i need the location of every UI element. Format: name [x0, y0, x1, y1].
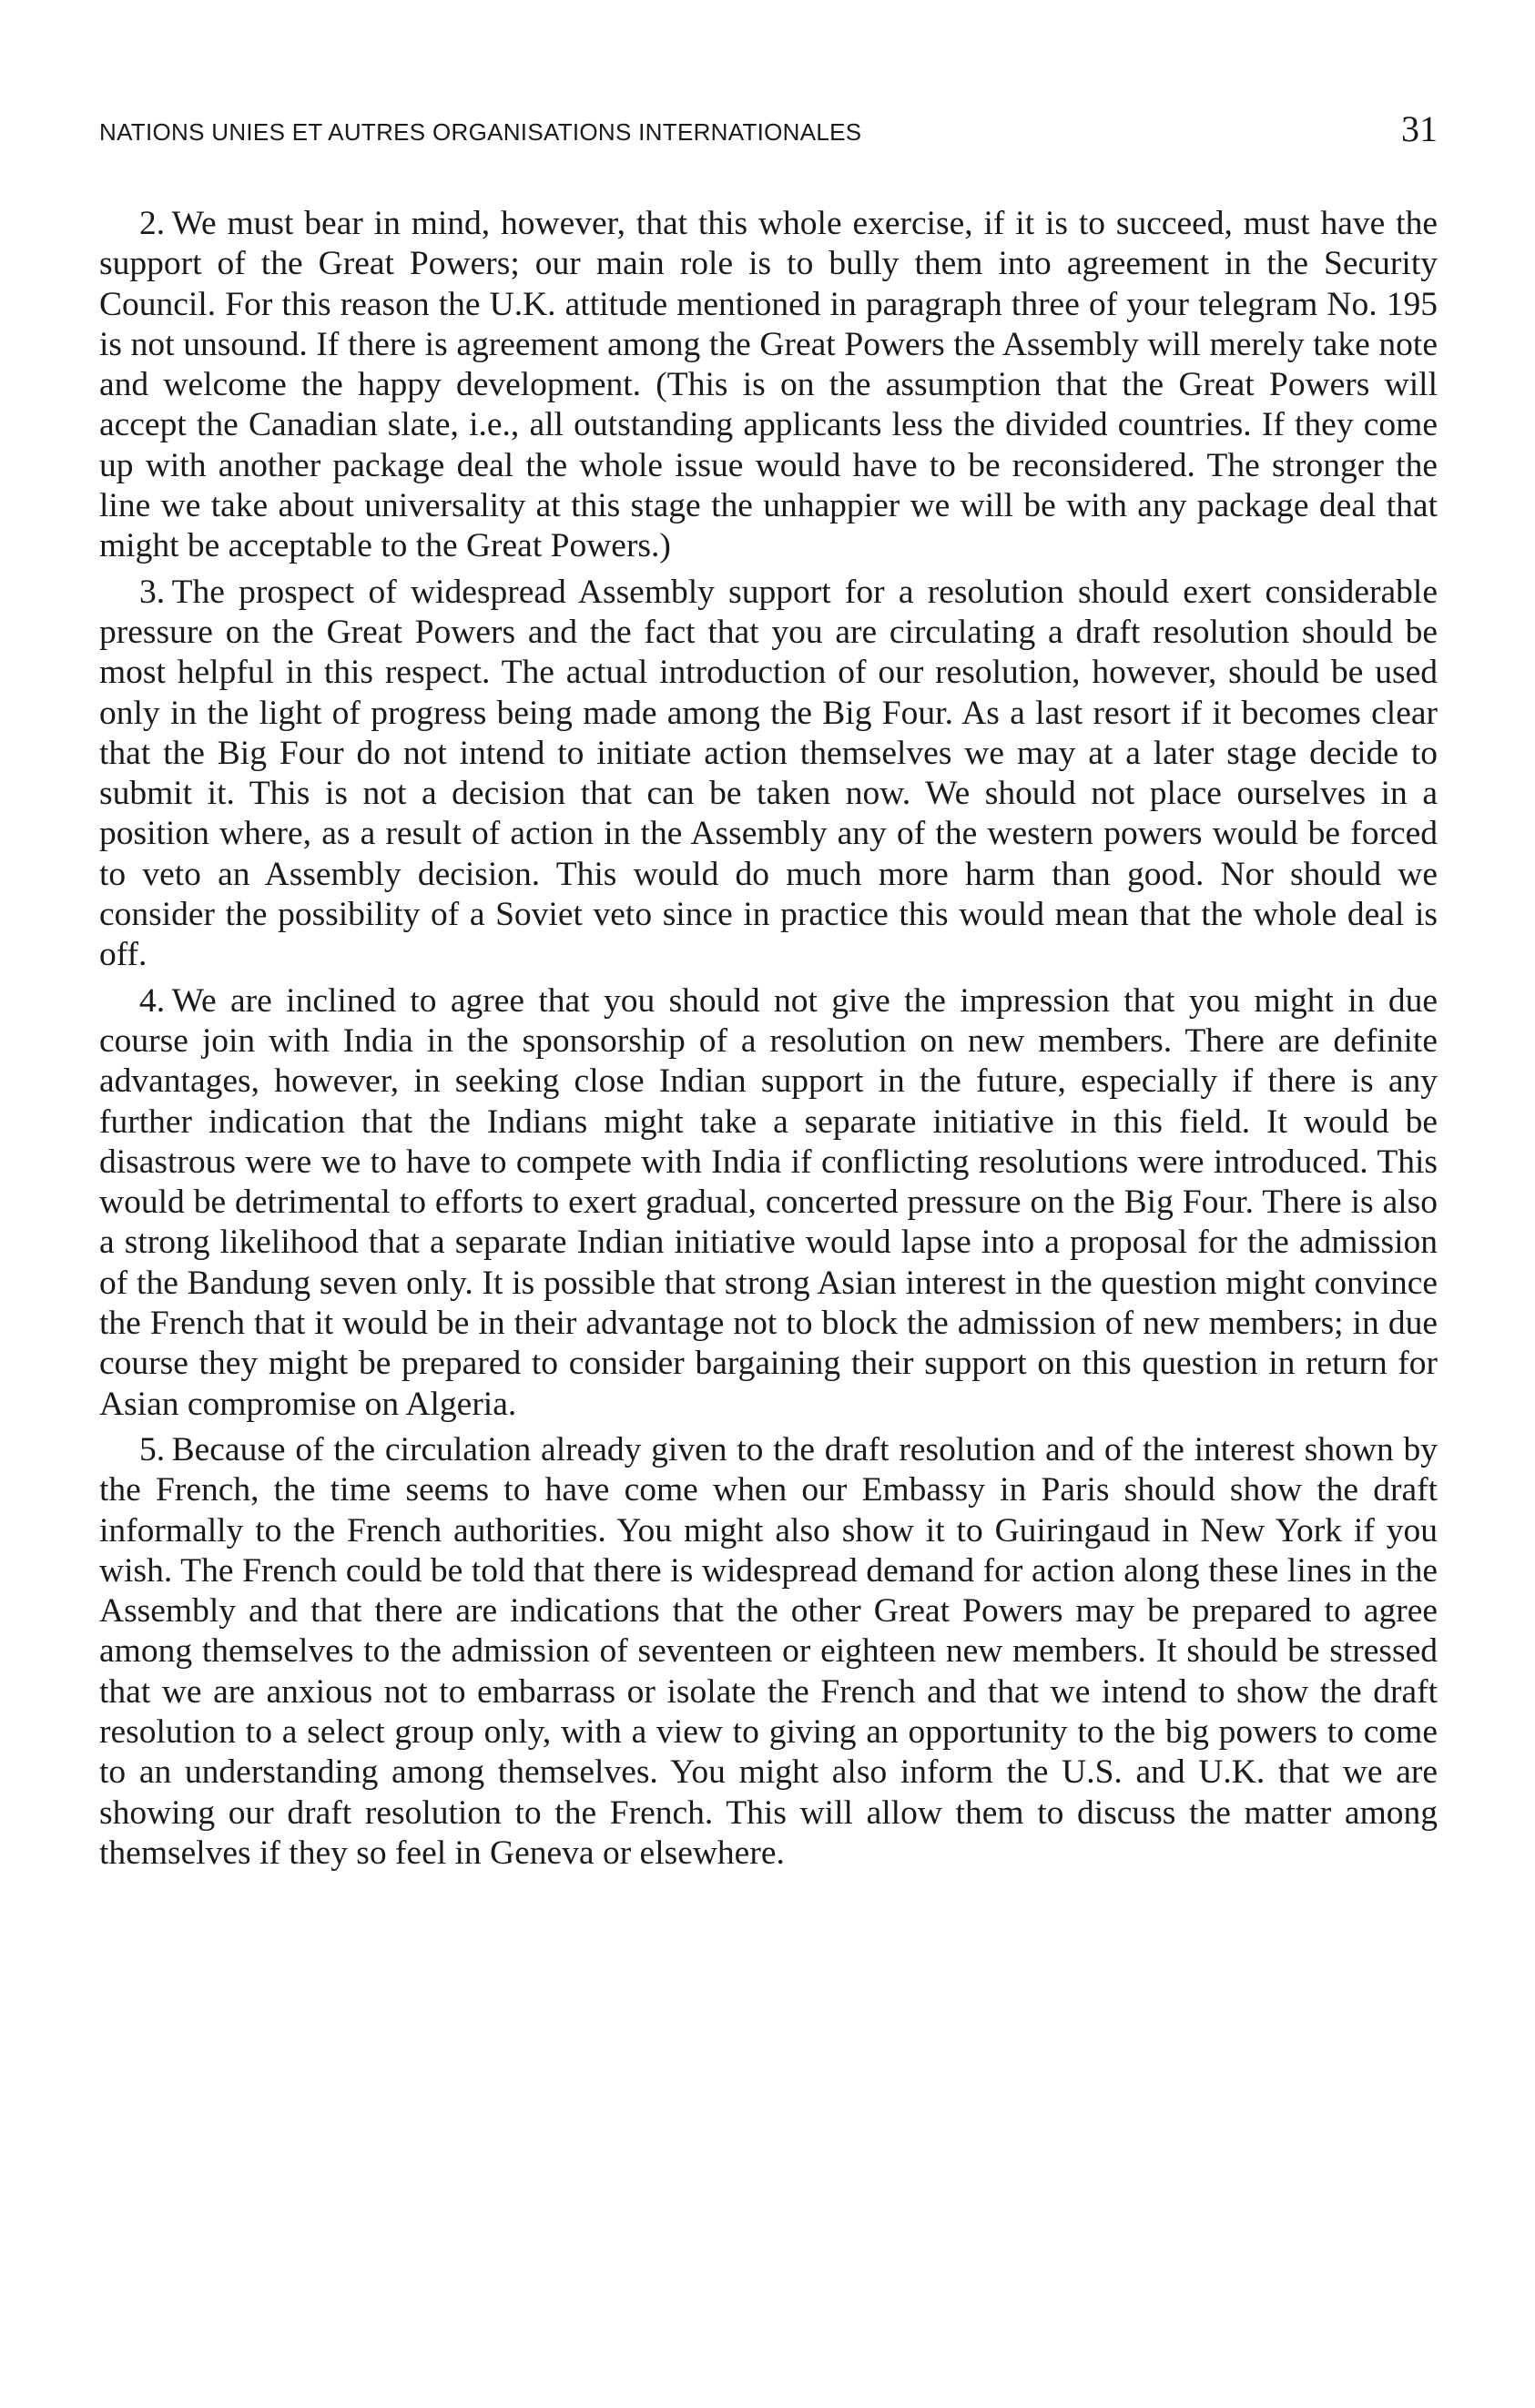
- page-number: 31: [1401, 108, 1438, 149]
- paragraph-4: [99, 981, 1438, 1425]
- paragraph-number: 5.: [139, 1430, 166, 1468]
- paragraph-text: The prospect of widespread Assembly support for a resolution should exert considerable pressure on the Great Powers and the fact that you are circulating a draft resolution should be most helpful in this respect. The actual introduction of our resolution, however, should be used only in the light of progress being made among the Big Four. As a last resort if it becomes clear that the Big Four do not intend to initiate action themselves we may at a later stage decide to submit it. This is not a decision that can be taken now. We should not place ourselves in a position where, as a result of action in the Assembly any of the western powers would be forced to veto an Assembly decision. This would do much more harm than good. Nor should we consider the possibility of a Soviet veto since in practice this would mean that the whole deal is off.: [99, 573, 1438, 974]
- paragraph-number: 2.: [139, 205, 166, 242]
- paragraph-number: 3.: [139, 573, 166, 611]
- running-header: [99, 107, 1438, 153]
- paragraph-text: Because of the circulation already given to the draft resolution and of the interest shown by the French, the time seems to have come when our Embassy in Paris should show the draft informally to the French authorities. You might also show it to Guiringaud in New York if you wish. The French could be told that there is widespread demand for action along these lines in the Assembly and that there are indications that the other Great Powers may be prepared to agree among themselves to the admission of seventeen or eighteen new members. It should be stressed that we are anxious not to embarrass or isolate the French and that we intend to show the draft resolution to a select group only, with a view to giving an opportunity to the big powers to come to an understanding among themselves. You might also inform the U.S. and U.K. that we are showing our draft resolution to the French. This will allow them to discuss the matter among themselves if they so feel in Geneva or elsewhere.: [99, 1430, 1438, 1872]
- body-text: [99, 204, 1438, 1879]
- paragraph-5: [99, 1430, 1438, 1874]
- paragraph-text: We are inclined to agree that you should not give the impression that you might in due course join with India in the sponsorship of a resolution on new members. There are definite advantages, however, in seeking close Indian support in the future, especially if there is any further indication that the Indians might take a separate initiative in this field. It would be disastrous were we to have to compete with India if conflicting resolutions were introduced. This would be detrimental to efforts to exert gradual, concerted pressure on the Big Four. There is also a strong likelihood that a separate Indian initiative would lapse into a proposal for the admission of the Bandung seven only. It is possible that strong Asian interest in the question might convince the French that it would be in their advantage not to block the admission of new members; in due course they might be prepared to consider bargaining their support on this question in return for Asian compromise on Algeria.: [99, 981, 1438, 1423]
- paragraph-2: [99, 204, 1438, 567]
- paragraph-3: [99, 573, 1438, 976]
- paragraph-text: We must bear in mind, however, that this whole exercise, if it is to succeed, must have the support of the Great Powers; our main role is to bully them into agreement in the Security Council. For this reason the U.K. attitude mentioned in paragraph three of your telegram No. 195 is not unsound. If there is agreement among the Great Powers the Assembly will merely take note and welcome the happy development. (This is on the assumption that the Great Powers will accept the Canadian slate, i.e., all outstanding applicants less the divided countries. If they come up with another package deal the whole issue would have to be reconsidered. The stronger the line we take about universality at this stage the unhappier we will be with any package deal that might be acceptable to the Great Powers.): [99, 205, 1438, 565]
- running-title: NATIONS UNIES ET AUTRES ORGANISATIONS INTERNATIONALES: [99, 118, 862, 146]
- paragraph-number: 4.: [139, 981, 166, 1020]
